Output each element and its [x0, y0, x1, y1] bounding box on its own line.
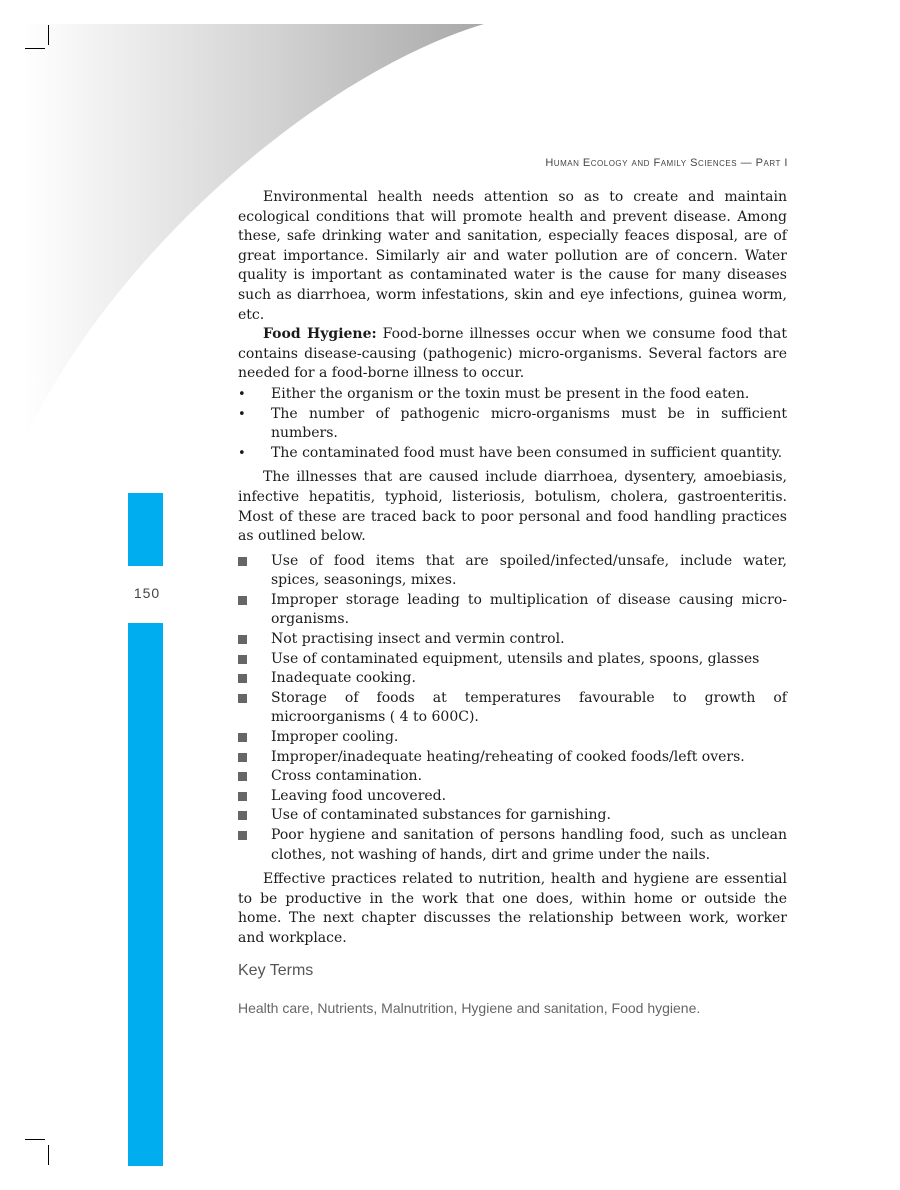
list-item: Poor hygiene and sanitation of persons handling food, such as unclean clothes, not washing of hands, dirt and grime under the nails.	[238, 826, 787, 865]
list-item: Inadequate cooking.	[238, 669, 787, 689]
paragraph-illnesses: The illnesses that are caused include diarrhoea, dysentery, amoebiasis, infective hepatitis, typhoid, listeriosis, botulism, cholera, gastroenteritis. Most of these are traced back to poor personal and food handling practices as outlined below.	[238, 469, 787, 545]
square-bullet	[238, 811, 247, 820]
square-bullet	[238, 792, 247, 801]
key-terms-title: Key Terms	[238, 962, 314, 979]
list-item: Improper storage leading to multiplication of disease causing micro-organisms.	[238, 591, 787, 630]
list-item: • Either the organism or the toxin must be present in the food eaten.	[238, 385, 787, 405]
list-item: Storage of foods at temperatures favourable to growth of microorganisms ( 4 to 600C).	[238, 689, 787, 728]
key-terms-list: Health care, Nutrients, Malnutrition, Hygiene and sanitation, Food hygiene.	[238, 1000, 701, 1016]
food-hygiene-text: Food-borne illnesses occur when we consume food that contains disease-causing (pathogenic) micro-organisms. Several factors are needed for a food-borne illness to occur.	[238, 326, 787, 382]
list-item: Not practising insect and vermin control.	[238, 630, 787, 650]
bullet-dot: •	[238, 386, 246, 402]
square-bullet	[238, 831, 247, 840]
square-bullet	[238, 635, 247, 644]
paragraph-effective-practices: Effective practices related to nutrition, health and hygiene are essential to be productive in the work that one does, within home or outside the home. The next chapter discusses the relationship between work, worker and workplace.	[238, 871, 787, 946]
practices-list	[238, 552, 787, 866]
square-bullet	[238, 733, 247, 742]
bullet-dot: •	[238, 406, 246, 422]
square-bullet	[238, 753, 247, 762]
crop-mark-top-v	[48, 25, 49, 45]
square-bullet	[238, 772, 247, 781]
running-head: Human Ecology and Family Sciences — Part I	[545, 157, 788, 169]
list-item: • The contaminated food must have been consumed in sufficient quantity.	[238, 444, 787, 464]
main-content	[238, 188, 787, 949]
square-bullet	[238, 655, 247, 664]
accent-bar-bottom	[128, 623, 163, 1166]
crop-mark-bottom-v	[48, 1145, 49, 1165]
square-bullet	[238, 694, 247, 703]
list-item: • The number of pathogenic micro-organisms must be in sufficient numbers.	[238, 405, 787, 442]
paragraph-food-hygiene	[238, 325, 787, 384]
accent-bar-top	[128, 493, 163, 566]
bullet-dot: •	[238, 445, 246, 461]
conditions-list	[238, 385, 787, 463]
paragraph-environmental-health: Environmental health needs attention so as to create and maintain ecological conditions that will promote health and prevent disease. Among these, safe drinking water and sanitation, especially feaces disposal, are of great importance. Similarly air and water pollution are of concern. Water quality is important as contaminated water is the cause for many diseases such as diarrhoea, worm infestations, skin and eye infections, guinea worm, etc.	[238, 189, 787, 323]
list-item: Improper cooling.	[238, 728, 787, 748]
list-item: Use of contaminated equipment, utensils and plates, spoons, glasses	[238, 650, 787, 670]
list-item: Leaving food uncovered.	[238, 787, 787, 807]
square-bullet	[238, 557, 247, 566]
list-item: Improper/inadequate heating/reheating of cooked foods/left overs.	[238, 748, 787, 768]
list-item: Use of food items that are spoiled/infected/unsafe, include water, spices, seasonings, mixes.	[238, 552, 787, 591]
list-item: Cross contamination.	[238, 767, 787, 787]
square-bullet	[238, 596, 247, 605]
list-item: Use of contaminated substances for garnishing.	[238, 806, 787, 826]
crop-mark-bottom-h	[25, 1139, 45, 1140]
square-bullet	[238, 674, 247, 683]
crop-mark-top-h	[25, 48, 45, 49]
food-hygiene-heading: Food Hygiene:	[263, 326, 377, 343]
page-number: 150	[133, 585, 161, 601]
